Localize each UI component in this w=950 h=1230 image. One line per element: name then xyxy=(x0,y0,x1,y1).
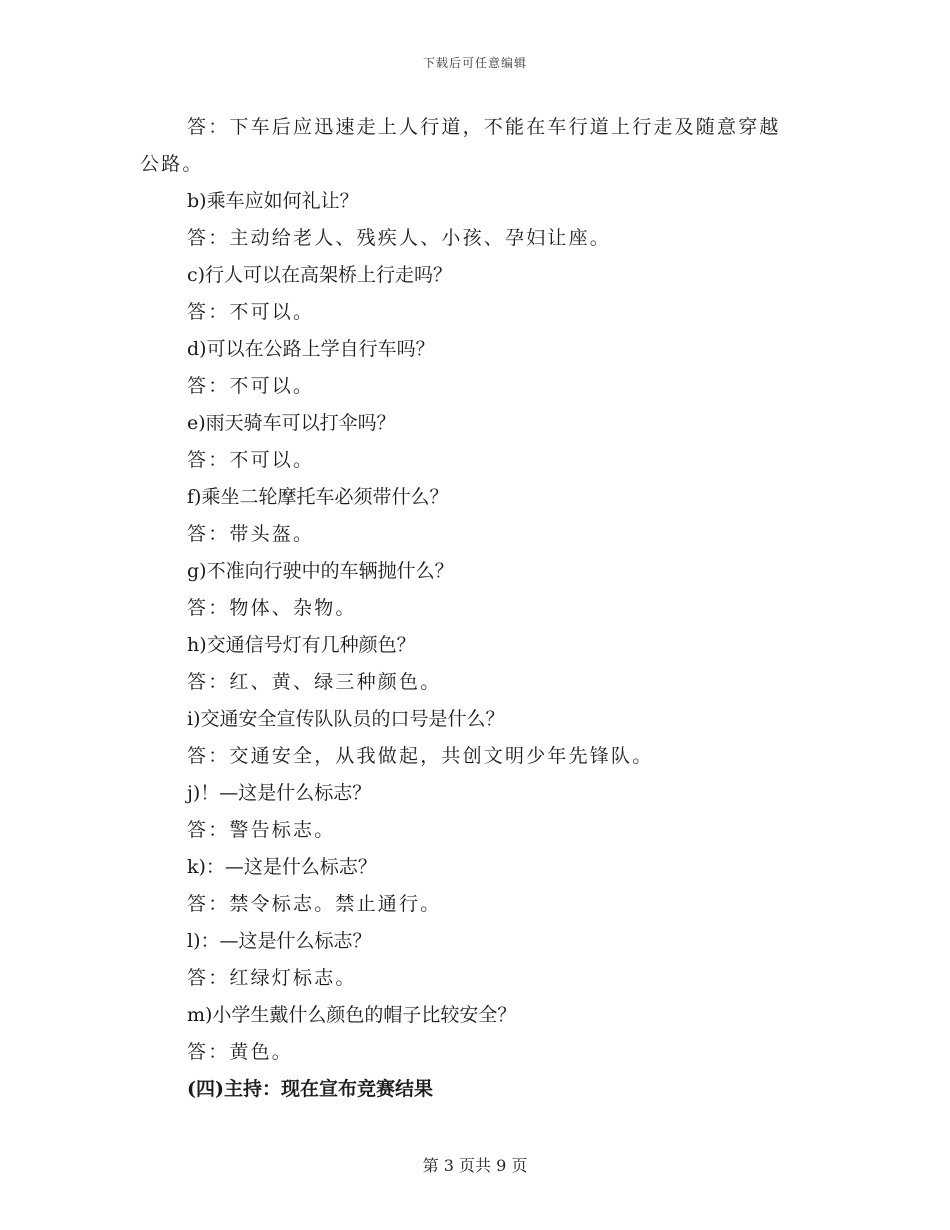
question-line: e)雨天骑车可以打伞吗？ xyxy=(187,412,396,434)
question-line: d)可以在公路上学自行车吗？ xyxy=(187,338,435,360)
question-line: g)不准向行驶中的车辆抛什么？ xyxy=(187,560,454,582)
answer-line: 答：交通安全，从我做起，共创文明少年先锋队。 xyxy=(187,745,654,767)
page-footer: 第 3 页共 9 页 xyxy=(422,1156,528,1175)
answer-line: 答：物体、杂物。 xyxy=(187,597,357,619)
question-line: k)：—这是什么标志？ xyxy=(187,856,377,878)
question-line: f)乘坐二轮摩托车必须带什么？ xyxy=(187,486,449,508)
question-line: i)交通安全宣传队队员的口号是什么？ xyxy=(187,708,505,730)
paragraph-line: 答：下车后应迅速走上人行道，不能在车行道上行走及随意穿越 xyxy=(187,116,781,138)
page-header: 下载后可任意编辑 xyxy=(422,56,527,70)
answer-line: 答：红、黄、绿三种颜色。 xyxy=(187,671,442,693)
answer-line: 答：不可以。 xyxy=(187,301,315,323)
question-line: l)：—这是什么标志？ xyxy=(187,930,372,952)
question-line: j)！—这是什么标志？ xyxy=(187,782,372,804)
answer-line: 答：禁令标志。禁止通行。 xyxy=(187,893,442,915)
section-heading: (四)主持：现在宣布竞赛结果 xyxy=(187,1078,433,1100)
question-line: h)交通信号灯有几种颜色？ xyxy=(187,634,416,656)
question-line: b)乘车应如何礼让？ xyxy=(187,190,359,212)
answer-line: 答：红绿灯标志。 xyxy=(187,967,357,989)
answer-line: 答：主动给老人、残疾人、小孩、孕妇让座。 xyxy=(187,227,612,249)
document-body xyxy=(140,109,820,1108)
answer-line: 答：不可以。 xyxy=(187,449,315,471)
answer-line: 答：警告标志。 xyxy=(187,819,336,841)
question-line: c)行人可以在高架桥上行走吗？ xyxy=(187,264,453,286)
answer-line: 答：不可以。 xyxy=(187,375,315,397)
answer-line: 答：带头盔。 xyxy=(187,523,315,545)
answer-line: 答：黄色。 xyxy=(187,1041,294,1063)
paragraph-line: 公路。 xyxy=(140,153,204,175)
question-line: m)小学生戴什么颜色的帽子比较安全？ xyxy=(187,1004,517,1026)
